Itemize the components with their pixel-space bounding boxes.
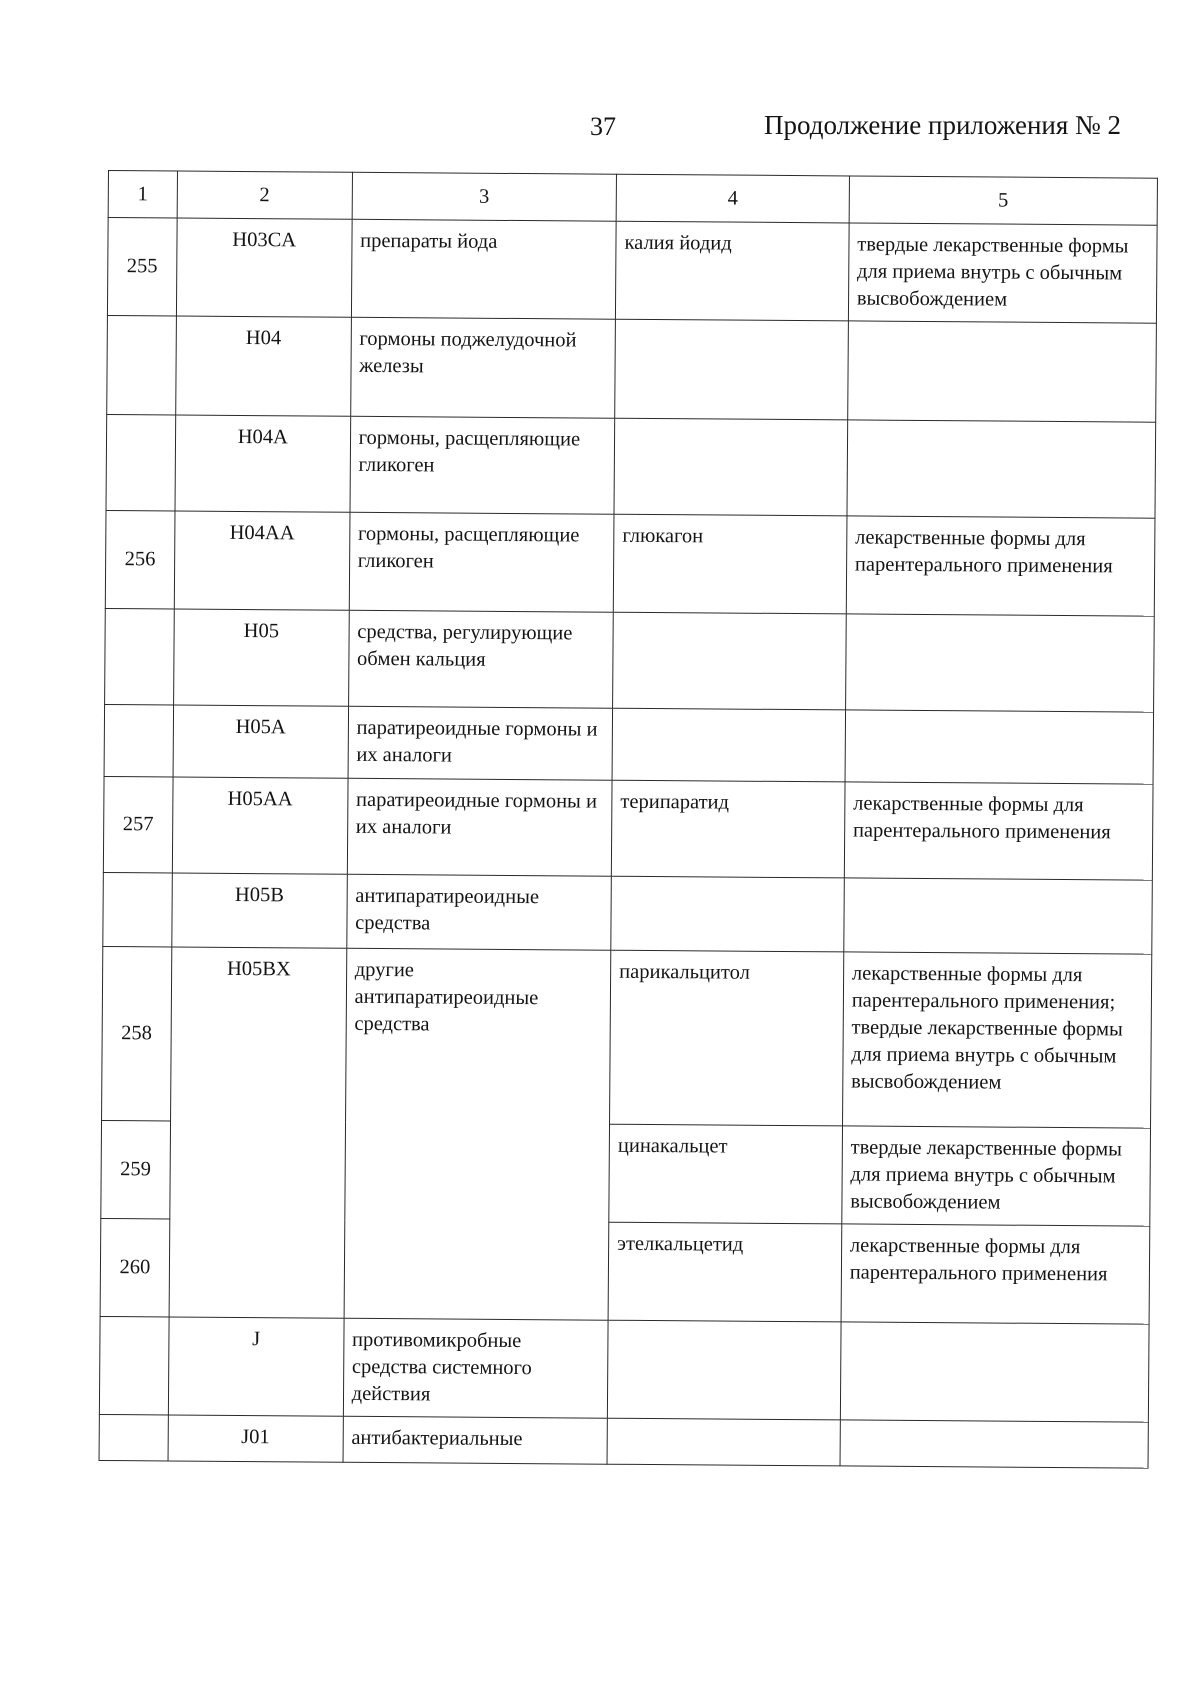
table-row <box>99 1414 1148 1468</box>
row-number <box>99 1414 168 1461</box>
atc-code: H05A <box>173 705 348 778</box>
column-header: 4 <box>616 174 849 223</box>
drug-name: цинакальцет <box>609 1124 842 1224</box>
drug-name: парикальцитол <box>610 950 844 1126</box>
atc-code: H04A <box>175 415 351 512</box>
drug-name <box>607 1418 840 1466</box>
row-number <box>107 315 177 415</box>
atc-code: H05AA <box>172 777 348 874</box>
group-name: гормоны поджелудочной железы <box>350 317 615 418</box>
atc-code: J <box>168 1317 344 1416</box>
row-number <box>104 704 173 777</box>
group-name: антибактериальные <box>343 1416 608 1464</box>
drug-name <box>614 418 847 516</box>
dosage-form: лекарственные формы для парентерального применения; твердые лекарственные формы для приема внутрь с обычным высвобождением <box>842 952 1151 1128</box>
atc-code: H04 <box>176 316 352 416</box>
dosage-form <box>845 710 1154 784</box>
drug-name: глюкагон <box>613 514 846 614</box>
dosage-form <box>844 878 1153 954</box>
group-name: другие антипаратиреоидные средства <box>344 948 611 1320</box>
page-number: 37 <box>590 112 616 141</box>
dosage-form: лекарственные формы для парентерального применения <box>841 1224 1150 1324</box>
dosage-form: лекарственные формы для парентерального применения <box>844 782 1153 880</box>
table-row <box>105 510 1155 616</box>
group-name: паратиреоидные гормоны и их аналоги <box>347 778 612 876</box>
dosage-form: твердые лекарственные формы для приема внутрь с обычным высвобождением <box>842 1126 1151 1226</box>
medicines-table <box>99 170 1158 1469</box>
group-name: препараты йода <box>351 219 616 319</box>
drug-name <box>612 708 845 782</box>
table-row <box>104 704 1153 784</box>
table-header-row <box>108 171 1157 226</box>
drug-name <box>615 319 848 420</box>
dosage-form <box>848 321 1157 422</box>
table-row <box>102 946 1152 1128</box>
column-header: 1 <box>108 171 177 219</box>
atc-code: H05BX <box>169 947 347 1318</box>
drug-name: терипаратид <box>611 780 844 878</box>
table-row <box>103 872 1153 954</box>
group-name: антипаратиреоидные средства <box>346 874 611 950</box>
dosage-form <box>845 614 1154 712</box>
row-number: 258 <box>102 946 172 1120</box>
row-number: 256 <box>105 510 175 609</box>
group-name: средства, регулирующие обмен кальция <box>348 610 613 708</box>
row-number <box>106 414 176 511</box>
dosage-form: твердые лекарственные формы для приема внутрь с обычным высвобождением <box>848 223 1157 323</box>
group-name: гормоны, расщепляющие гликоген <box>350 416 615 514</box>
dosage-form <box>840 1322 1149 1422</box>
table-row <box>107 218 1157 324</box>
row-number: 255 <box>107 218 177 317</box>
atc-code: H05 <box>173 609 349 706</box>
appendix-note: Продолжение приложения № 2 <box>764 110 1122 140</box>
group-name: противомикробные средства системного действия <box>343 1318 608 1418</box>
table-row <box>105 608 1155 712</box>
drug-name: этелкальцетид <box>608 1222 841 1322</box>
table-row <box>99 1316 1149 1422</box>
dosage-form <box>847 420 1156 518</box>
table-row <box>106 414 1156 518</box>
dosage-form <box>840 1420 1149 1468</box>
drug-name <box>613 612 846 710</box>
row-number: 257 <box>103 776 173 873</box>
row-number: 259 <box>101 1120 171 1219</box>
atc-code: H03CA <box>176 218 352 317</box>
group-name: гормоны, расщепляющие гликоген <box>349 512 614 612</box>
group-name: паратиреоидные гормоны и их аналоги <box>348 706 613 780</box>
dosage-form: лекарственные формы для парентерального применения <box>846 516 1155 616</box>
atc-code: J01 <box>168 1415 343 1462</box>
drug-name: калия йодид <box>615 221 848 321</box>
drug-name <box>607 1320 840 1420</box>
atc-code: H05B <box>172 873 347 948</box>
table-row <box>107 315 1157 422</box>
column-header: 2 <box>177 171 352 219</box>
table-row <box>103 776 1153 880</box>
row-number: 260 <box>100 1218 170 1317</box>
column-header: 3 <box>352 172 617 221</box>
drug-name <box>611 876 844 952</box>
row-number <box>105 608 175 705</box>
atc-code: H04AA <box>174 511 350 610</box>
row-number <box>103 872 172 947</box>
column-header: 5 <box>849 176 1158 225</box>
row-number <box>99 1316 169 1415</box>
